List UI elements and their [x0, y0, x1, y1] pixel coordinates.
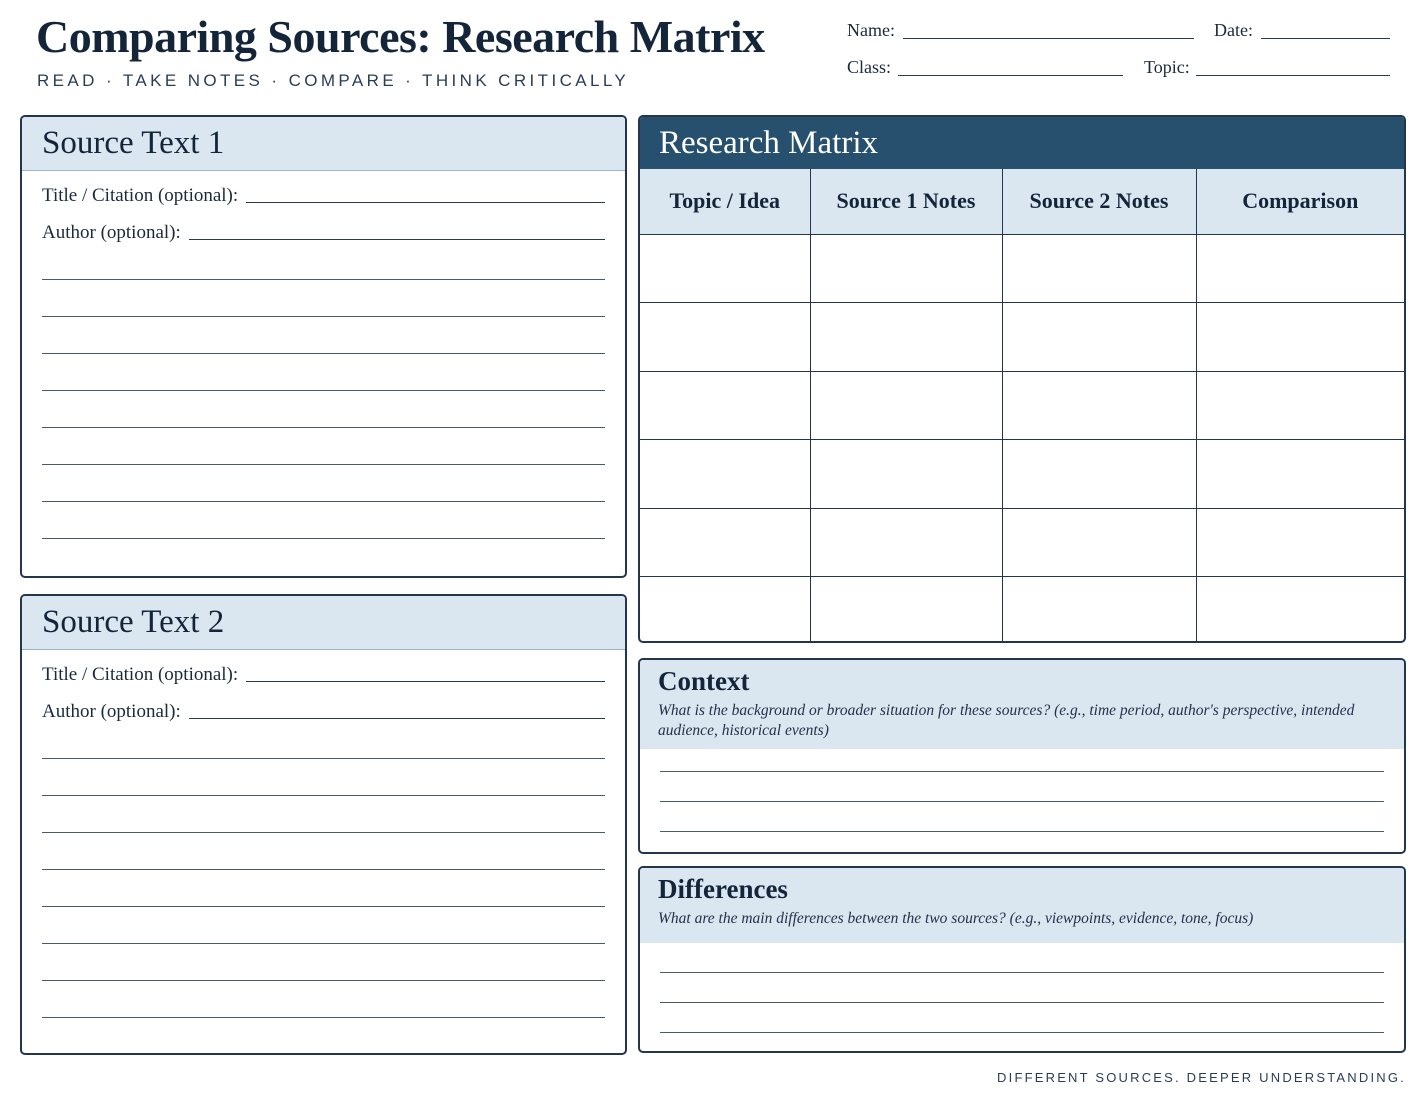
- date-label: Date:: [1214, 20, 1253, 40]
- source-1-note-line[interactable]: [42, 279, 605, 280]
- matrix-cell[interactable]: [1196, 508, 1404, 577]
- matrix-cell[interactable]: [1196, 303, 1404, 372]
- source-text-2-title: Source Text 2: [42, 604, 225, 640]
- source-1-author-row: [42, 222, 605, 244]
- name-label: Name:: [847, 20, 895, 40]
- source-1-citation-field[interactable]: [246, 202, 605, 203]
- source-2-note-line[interactable]: [42, 869, 605, 870]
- matrix-cell[interactable]: [1002, 371, 1196, 440]
- source-1-note-line[interactable]: [42, 464, 605, 465]
- differences-answer-line[interactable]: [660, 1002, 1384, 1003]
- source-2-citation-row: [42, 664, 605, 686]
- column-header-source-1-notes: Source 1 Notes: [810, 169, 1002, 234]
- source-2-note-line[interactable]: [42, 943, 605, 944]
- context-header: [640, 660, 1404, 749]
- context-answer-line[interactable]: [660, 831, 1384, 832]
- table-row: [640, 577, 1404, 644]
- topic-label: Topic:: [1144, 57, 1190, 77]
- source-2-note-line[interactable]: [42, 980, 605, 981]
- matrix-cell[interactable]: [1196, 371, 1404, 440]
- source-text-2-header: [22, 596, 625, 650]
- research-matrix-header: [640, 117, 1404, 169]
- matrix-cell[interactable]: [1002, 303, 1196, 372]
- column-header-comparison: Comparison: [1196, 169, 1404, 234]
- source-2-note-line[interactable]: [42, 906, 605, 907]
- context-title: Context: [658, 666, 750, 696]
- source-1-note-line[interactable]: [42, 427, 605, 428]
- matrix-cell[interactable]: [1002, 577, 1196, 644]
- context-prompt: What is the background or broader situation for these sources? (e.g., time period, author's perspective, intended audience, historical events): [658, 702, 1355, 739]
- column-header-source-2-notes: Source 2 Notes: [1002, 169, 1196, 234]
- matrix-cell[interactable]: [1196, 234, 1404, 303]
- table-row: [640, 508, 1404, 577]
- page-title: Comparing Sources: Research Matrix: [36, 11, 765, 62]
- matrix-cell[interactable]: [810, 577, 1002, 644]
- source-1-note-line[interactable]: [42, 353, 605, 354]
- matrix-cell[interactable]: [1002, 508, 1196, 577]
- date-field[interactable]: [1261, 38, 1390, 39]
- matrix-cell[interactable]: [810, 440, 1002, 509]
- differences-prompt: What are the main differences between the two sources? (e.g., viewpoints, evidence, tone, focus): [658, 910, 1254, 927]
- source-1-note-line[interactable]: [42, 538, 605, 539]
- source-1-citation-row: [42, 185, 605, 207]
- table-row: [640, 371, 1404, 440]
- source-1-note-line[interactable]: [42, 316, 605, 317]
- matrix-cell[interactable]: [640, 371, 810, 440]
- source-2-note-line[interactable]: [42, 758, 605, 759]
- matrix-cell[interactable]: [1196, 577, 1404, 644]
- matrix-cell[interactable]: [1196, 440, 1404, 509]
- table-row: [640, 440, 1404, 509]
- source-2-note-line[interactable]: [42, 795, 605, 796]
- footer-tagline: DIFFERENT SOURCES. DEEPER UNDERSTANDING.: [997, 1070, 1406, 1085]
- table-row: [640, 234, 1404, 303]
- source-2-author-row: [42, 701, 605, 723]
- source-2-note-line[interactable]: [42, 832, 605, 833]
- name-field[interactable]: [903, 38, 1194, 39]
- differences-answer-line[interactable]: [660, 972, 1384, 973]
- source-2-note-line[interactable]: [42, 1017, 605, 1018]
- table-row: [640, 303, 1404, 372]
- page-subtitle: READ · TAKE NOTES · COMPARE · THINK CRITICALLY: [37, 71, 630, 90]
- class-field[interactable]: [898, 75, 1123, 76]
- source-text-1-header: [22, 117, 625, 171]
- differences-answer-line[interactable]: [660, 1032, 1384, 1033]
- source-2-citation-field[interactable]: [246, 681, 605, 682]
- research-matrix-table: [640, 169, 1404, 643]
- matrix-cell[interactable]: [640, 440, 810, 509]
- column-header-topic: Topic / Idea: [640, 169, 810, 234]
- source-1-author-field[interactable]: [189, 239, 605, 240]
- citation-label: Title / Citation (optional):: [42, 185, 239, 206]
- context-panel: [638, 658, 1406, 854]
- topic-field[interactable]: [1196, 75, 1390, 76]
- context-answer-line[interactable]: [660, 771, 1384, 772]
- differences-header: [640, 868, 1404, 943]
- matrix-cell[interactable]: [640, 577, 810, 644]
- source-text-2-panel: [20, 594, 627, 1055]
- matrix-cell[interactable]: [640, 234, 810, 303]
- source-1-note-line[interactable]: [42, 501, 605, 502]
- matrix-cell[interactable]: [810, 234, 1002, 303]
- matrix-cell[interactable]: [810, 508, 1002, 577]
- differences-panel: [638, 866, 1406, 1053]
- author-label: Author (optional):: [42, 222, 181, 243]
- context-answer-line[interactable]: [660, 801, 1384, 802]
- matrix-cell[interactable]: [810, 371, 1002, 440]
- research-matrix-title: Research Matrix: [659, 125, 878, 161]
- source-1-note-line[interactable]: [42, 390, 605, 391]
- author-label: Author (optional):: [42, 701, 181, 722]
- source-text-1-panel: [20, 115, 627, 578]
- differences-title: Differences: [658, 874, 788, 904]
- citation-label: Title / Citation (optional):: [42, 664, 239, 685]
- source-text-1-title: Source Text 1: [42, 125, 225, 161]
- research-matrix-panel: [638, 115, 1406, 643]
- matrix-cell[interactable]: [640, 303, 810, 372]
- matrix-header-row: [640, 169, 1404, 234]
- source-2-author-field[interactable]: [189, 718, 605, 719]
- matrix-cell[interactable]: [1002, 440, 1196, 509]
- matrix-cell[interactable]: [640, 508, 810, 577]
- matrix-cell[interactable]: [810, 303, 1002, 372]
- matrix-cell[interactable]: [1002, 234, 1196, 303]
- class-label: Class:: [847, 57, 892, 77]
